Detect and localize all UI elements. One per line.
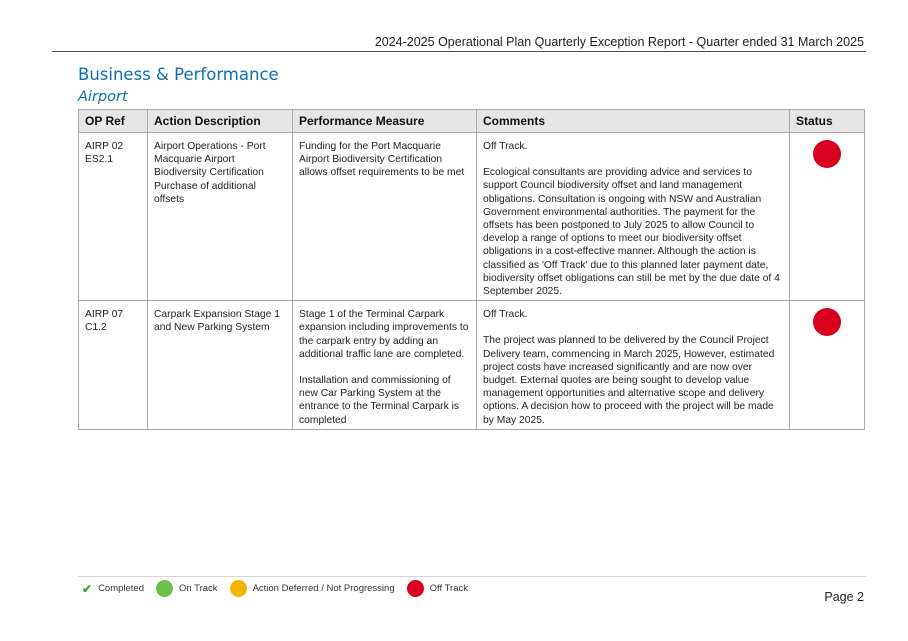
performance-measure-text: Stage 1 of the Terminal Carpark expansion including improvements to the carpark entry by adding an additional traffic lane are completed. bbox=[299, 309, 469, 360]
action-description-cell: Carpark Expansion Stage 1 and New Parking System bbox=[148, 301, 293, 430]
status-legend bbox=[82, 580, 480, 597]
check-icon: ✔ bbox=[82, 581, 93, 596]
action-description-cell: Airport Operations - Port Macquarie Airport Biodiversity Certification Purchase of additional offsets bbox=[148, 133, 293, 301]
exception-report-table bbox=[78, 109, 865, 430]
comment-status-text: Off Track. bbox=[483, 141, 528, 152]
header-divider bbox=[52, 51, 866, 52]
column-header-status: Status bbox=[790, 110, 865, 133]
column-header-op-ref: OP Ref bbox=[79, 110, 148, 133]
legend-item-action-deferred bbox=[230, 580, 395, 597]
legend-label: Off Track bbox=[429, 583, 468, 594]
op-ref-cell: AIRP 02 ES2.1 bbox=[79, 133, 148, 301]
performance-measure-text: Funding for the Port Macquarie Airport Biodiversity Certification allows offset requirements to be met bbox=[299, 141, 465, 179]
legend-label: Completed bbox=[98, 583, 145, 594]
comment-status-text: Off Track. bbox=[483, 309, 528, 321]
off-track-status-icon bbox=[813, 308, 841, 336]
performance-measure-cell bbox=[293, 301, 477, 430]
status-cell bbox=[790, 301, 865, 430]
table-row bbox=[79, 301, 865, 430]
legend-item-completed bbox=[82, 582, 144, 596]
column-header-comments: Comments bbox=[477, 110, 790, 133]
op-ref-cell: AIRP 07 C1.2 bbox=[79, 301, 148, 430]
legend-item-on-track bbox=[156, 580, 218, 597]
off-track-status-icon bbox=[813, 140, 841, 168]
red-dot-icon bbox=[407, 580, 424, 597]
column-header-performance-measure: Performance Measure bbox=[293, 110, 477, 133]
amber-dot-icon bbox=[230, 580, 247, 597]
legend-item-off-track bbox=[407, 580, 468, 597]
comment-detail-text: Ecological consultants are providing advice and services to support Council biodiversity offset and land management obligations. Consultation is ongoing with NSW and Australian Government environmental authorities. The payment for the offsets has been postponed to July 2025 to allow Council to develop a range of options to meet our biodiversity offset obligations in a cost-effective manner. Although the action is classified as 'Off Track' due to this planned later payment date, biodiversity offset obligations can still be met by the due date of 4 September 2025. bbox=[483, 167, 780, 298]
performance-measure-text: Installation and commissioning of new Car Parking System at the entrance to the Terminal Carpark is completed bbox=[299, 375, 460, 426]
green-dot-icon bbox=[156, 580, 173, 597]
page-number: Page 2 bbox=[824, 590, 864, 604]
legend-label: Action Deferred / Not Progressing bbox=[252, 583, 395, 594]
report-header-title: 2024-2025 Operational Plan Quarterly Exception Report - Quarter ended 31 March 2025 bbox=[374, 35, 864, 49]
table-header-row bbox=[79, 110, 865, 133]
comments-cell bbox=[477, 133, 790, 301]
footer-divider bbox=[78, 576, 866, 577]
comment-detail-text: The project was planned to be delivered by the Council Project Delivery team, commencing in March 2025, However, estimated project costs have increased significantly and are now over budget. External quotes are being sought to develop value management opportunities and alternative scope and delivery options. A decision how to proceed with the project will be made by May 2025. bbox=[483, 335, 775, 426]
comments-cell bbox=[477, 301, 790, 430]
section-title: Business & Performance bbox=[78, 65, 279, 84]
status-cell bbox=[790, 133, 865, 301]
performance-measure-cell bbox=[293, 133, 477, 301]
table-row bbox=[79, 133, 865, 301]
legend-label: On Track bbox=[179, 583, 218, 594]
column-header-action-description: Action Description bbox=[148, 110, 293, 133]
subsection-title: Airport bbox=[78, 89, 128, 105]
